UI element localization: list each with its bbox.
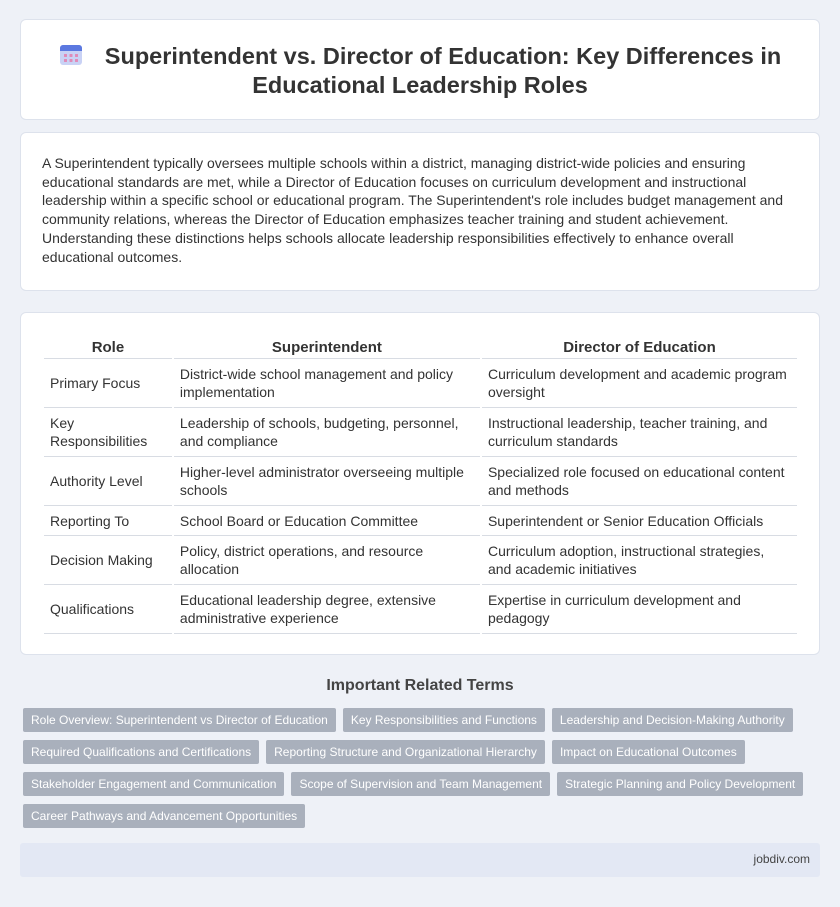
related-term-tag[interactable]: Required Qualifications and Certifications [23, 740, 259, 764]
superintendent-cell: Leadership of schools, budgeting, personnel, and compliance [174, 408, 480, 457]
comparison-table [42, 331, 799, 634]
header-card [20, 19, 820, 120]
superintendent-cell: School Board or Education Committee [174, 506, 480, 536]
table-row [44, 408, 797, 457]
header-superintendent: Superintendent [174, 331, 480, 359]
header-director: Director of Education [482, 331, 797, 359]
row-label: Key Responsibilities [44, 408, 172, 457]
superintendent-cell: Higher-level administrator overseeing multiple schools [174, 457, 480, 506]
related-terms-list [23, 708, 813, 828]
intro-paragraph: A Superintendent typically oversees multiple schools within a district, managing district-wide policies and ensuring educational standards are met, while a Director of Education focuses on curriculum development and instructional leadership within a specific school or educational program. The Superintendent's role includes budget management and community relations, whereas the Director of Education emphasizes teacher training and student achievement. Understanding these distinctions helps schools allocate leadership responsibilities effectively to enhance overall educational outcomes. [42, 155, 783, 265]
related-term-tag[interactable]: Key Responsibilities and Functions [343, 708, 545, 732]
table-row [44, 536, 797, 585]
director-cell: Curriculum development and academic program oversight [482, 359, 797, 408]
intro-card [20, 132, 820, 291]
director-cell: Curriculum adoption, instructional strategies, and academic initiatives [482, 536, 797, 585]
calendar-icon [59, 43, 83, 67]
superintendent-cell: Educational leadership degree, extensive administrative experience [174, 585, 480, 634]
director-cell: Instructional leadership, teacher training, and curriculum standards [482, 408, 797, 457]
table-row [44, 359, 797, 408]
header-role: Role [44, 331, 172, 359]
row-label: Decision Making [44, 536, 172, 585]
row-label: Authority Level [44, 457, 172, 506]
related-term-tag[interactable]: Scope of Supervision and Team Management [291, 772, 550, 796]
table-row [44, 585, 797, 634]
director-cell: Specialized role focused on educational content and methods [482, 457, 797, 506]
related-term-tag[interactable]: Role Overview: Superintendent vs Director of Education [23, 708, 336, 732]
related-term-tag[interactable]: Stakeholder Engagement and Communication [23, 772, 284, 796]
title-text: Superintendent vs. Director of Education: Key Differences in Educational Leadership Roles [104, 43, 782, 98]
comparison-card [20, 312, 820, 655]
superintendent-cell: District-wide school management and policy implementation [174, 359, 480, 408]
related-term-tag[interactable]: Leadership and Decision-Making Authority [552, 708, 793, 732]
page-title [21, 42, 819, 100]
table-row [44, 506, 797, 536]
footer [20, 843, 820, 877]
table-header-row [44, 331, 797, 359]
director-cell: Superintendent or Senior Education Officials [482, 506, 797, 536]
related-term-tag[interactable]: Strategic Planning and Policy Development [557, 772, 803, 796]
row-label: Qualifications [44, 585, 172, 634]
related-terms-title: Important Related Terms [326, 677, 514, 694]
related-term-tag[interactable]: Reporting Structure and Organizational Hierarchy [266, 740, 545, 764]
row-label: Primary Focus [44, 359, 172, 408]
superintendent-cell: Policy, district operations, and resource allocation [174, 536, 480, 585]
row-label: Reporting To [44, 506, 172, 536]
director-cell: Expertise in curriculum development and pedagogy [482, 585, 797, 634]
table-row [44, 457, 797, 506]
footer-site-link[interactable]: jobdiv.com [753, 852, 810, 866]
related-term-tag[interactable]: Impact on Educational Outcomes [552, 740, 745, 764]
related-term-tag[interactable]: Career Pathways and Advancement Opportunities [23, 804, 305, 828]
